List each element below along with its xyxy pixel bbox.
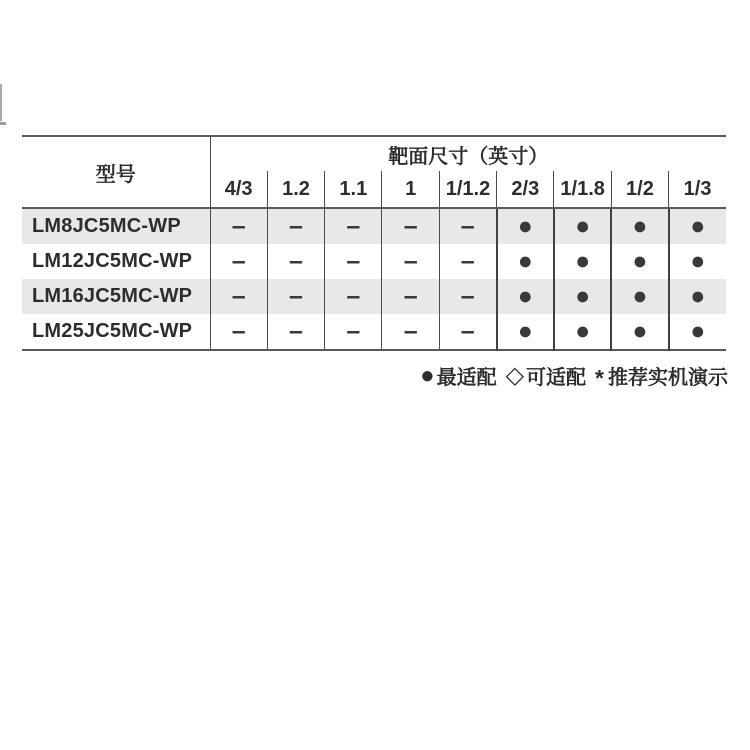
compatibility-cell: – [210, 314, 267, 350]
size-col-header: 2/3 [497, 171, 554, 208]
crop-artifact-corner [0, 122, 6, 125]
compatibility-cell: ● [497, 314, 554, 350]
size-col-header: 1.1 [325, 171, 382, 208]
model-cell: LM25JC5MC-WP [32, 320, 193, 342]
model-cell: LM8JC5MC-WP [32, 215, 181, 237]
size-col-header: 1 [382, 171, 439, 208]
compatibility-cell: – [382, 244, 439, 279]
compatibility-cell: – [382, 314, 439, 350]
compatibility-cell: – [325, 279, 382, 314]
compatibility-cell: – [439, 208, 496, 244]
compatibility-cell: – [325, 314, 382, 350]
table-row [22, 208, 726, 244]
size-col-header: 4/3 [210, 171, 267, 208]
diamond-icon: ◇ [505, 361, 525, 389]
size-col-header: 1/2 [611, 171, 668, 208]
legend-best-fit-label: 最适配 [436, 367, 497, 389]
table-row [22, 244, 726, 279]
crop-artifact-vertical [0, 84, 2, 121]
compatibility-cell: ● [669, 314, 726, 350]
compatibility-cell: ● [554, 314, 611, 350]
size-col-header: 1/1.2 [439, 171, 496, 208]
model-column-header: 型号 [22, 136, 210, 208]
compatibility-cell: ● [554, 279, 611, 314]
compatibility-cell: ● [497, 208, 554, 244]
compatibility-cell: – [210, 208, 267, 244]
compatibility-cell: – [382, 208, 439, 244]
table-row [22, 279, 726, 314]
asterisk-icon: * [595, 365, 604, 391]
filled-circle-icon: ● [420, 361, 435, 389]
compatibility-cell: ● [611, 208, 668, 244]
compatibility-cell: ● [554, 208, 611, 244]
compatibility-cell: – [210, 244, 267, 279]
legend [420, 361, 728, 390]
size-col-header: 1/1.8 [554, 171, 611, 208]
table-row [22, 314, 726, 350]
compatibility-cell: – [210, 279, 267, 314]
compatibility-cell: – [439, 314, 496, 350]
header-row-group [22, 136, 726, 171]
compatibility-cell: ● [497, 244, 554, 279]
compatibility-cell: – [439, 244, 496, 279]
size-col-header: 1.2 [267, 171, 324, 208]
model-cell: LM12JC5MC-WP [32, 250, 193, 272]
size-col-header: 1/3 [669, 171, 726, 208]
legend-demo-label: 推荐实机演示 [608, 367, 728, 389]
lens-compatibility-table [22, 135, 726, 351]
compatibility-cell: – [325, 244, 382, 279]
sensor-size-group-header: 靶面尺寸（英寸） [388, 145, 549, 168]
compatibility-cell: – [439, 279, 496, 314]
compatibility-cell: ● [669, 279, 726, 314]
compatibility-cell: – [267, 244, 324, 279]
compatibility-cell: – [267, 279, 324, 314]
compatibility-cell: – [267, 314, 324, 350]
compatibility-cell: – [382, 279, 439, 314]
compatibility-cell: ● [669, 208, 726, 244]
compatibility-cell: ● [669, 244, 726, 279]
legend-compatible-label: 可适配 [526, 367, 587, 389]
compatibility-cell: ● [497, 279, 554, 314]
compatibility-cell: – [267, 208, 324, 244]
compatibility-cell: ● [611, 244, 668, 279]
compatibility-cell: – [325, 208, 382, 244]
compatibility-cell: ● [611, 314, 668, 350]
model-cell: LM16JC5MC-WP [32, 285, 193, 307]
compatibility-cell: ● [611, 279, 668, 314]
compatibility-cell: ● [554, 244, 611, 279]
